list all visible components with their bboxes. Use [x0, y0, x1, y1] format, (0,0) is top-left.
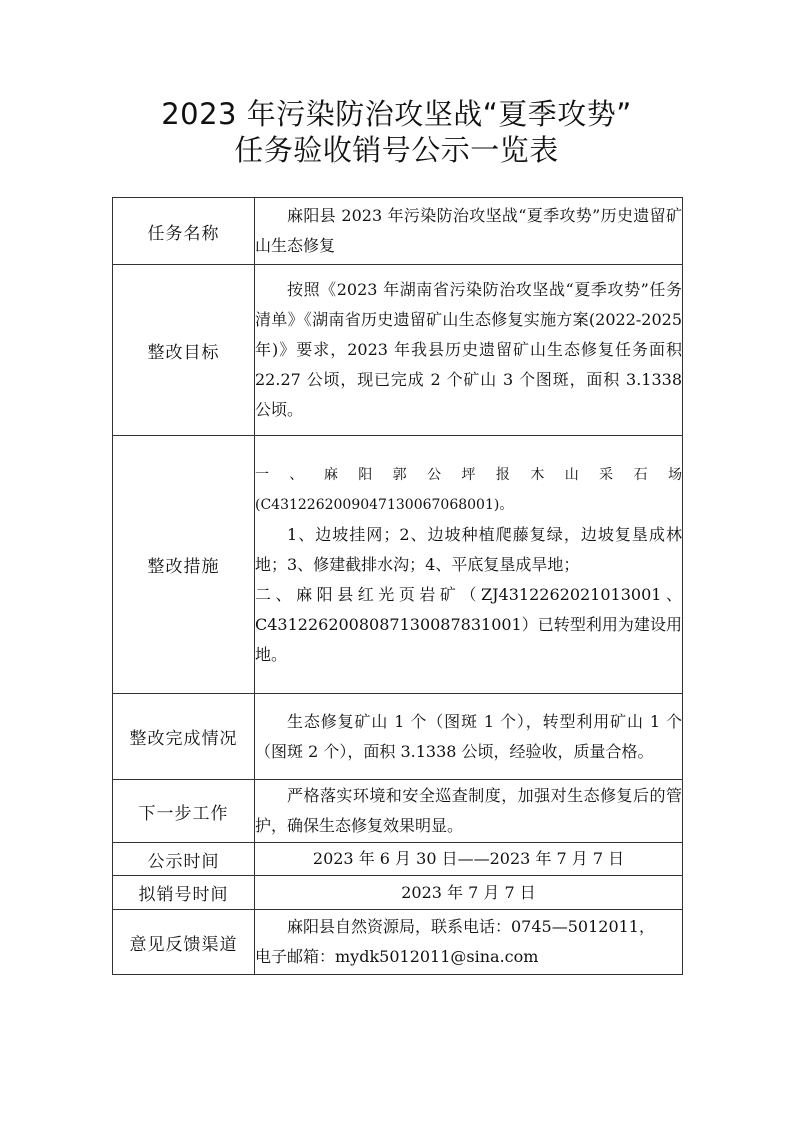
measures-item-2: 二、麻阳县红光页岩矿（ZJ4312262021013001、C4312262008087130087831001）已转型利用为建设用地。	[255, 584, 682, 664]
completion-cell	[255, 694, 683, 780]
table-row-goal	[113, 265, 683, 436]
next-step-label: 下一步工作	[113, 780, 255, 843]
next-step-cell	[255, 780, 683, 843]
goal-value: 按照《2023 年湖南省污染防治攻坚战“夏季攻势”任务清单》《湖南省历史遗留矿山生态修复实施方案(2022-2025 年)》要求，2023 年我县历史遗留矿山生态修复任务面积 22.27 公顷，现已完成 2 个矿山 3 个图斑，面积 3.1338 公顷。	[255, 280, 682, 419]
task-name-label: 任务名称	[113, 198, 255, 265]
goal-cell	[255, 265, 683, 436]
planned-date-label: 拟销号时间	[113, 876, 255, 910]
table-row-measures	[113, 436, 683, 694]
goal-label: 整改目标	[113, 265, 255, 436]
table-row-planned-date	[113, 876, 683, 910]
next-step-value: 严格落实环境和安全巡查制度，加强对生态修复后的管护，确保生态修复效果明显。	[255, 786, 682, 835]
document-title-line2: 任务验收销号公示一览表	[234, 133, 559, 167]
task-name-cell	[255, 198, 683, 265]
table-row-feedback	[113, 910, 683, 975]
table-row-publicity-period	[113, 843, 683, 876]
table-row-next-step	[113, 780, 683, 843]
measures-label: 整改措施	[113, 436, 255, 694]
measures-item-1: 一、麻阳郭公坪报木山采石场(C4312262009047130067068001)。	[255, 466, 682, 513]
feedback-cell	[255, 910, 683, 975]
measures-steps: 1、边坡挂网；2、边坡种植爬藤复绿，边坡复垦成林地；3、修建截排水沟；4、平底复垦成旱地；	[255, 524, 682, 574]
task-name-value: 麻阳县 2023 年污染防治攻坚战“夏季攻势”历史遗留矿山生态修复	[255, 206, 682, 255]
feedback-email: 电子邮箱：mydk5012011@sina.com	[255, 947, 539, 966]
publicity-period-value: 2023 年 6 月 30 日——2023 年 7 月 7 日	[312, 849, 625, 868]
document-title-line1: 2023 年污染防治攻坚战“夏季攻势”	[161, 97, 632, 131]
acceptance-table	[112, 197, 683, 975]
completion-label: 整改完成情况	[113, 694, 255, 780]
publicity-period-label: 公示时间	[113, 843, 255, 876]
table-row-completion	[113, 694, 683, 780]
publicity-period-cell	[255, 843, 683, 876]
measures-cell	[255, 436, 683, 694]
planned-date-value: 2023 年 7 月 7 日	[401, 882, 536, 902]
table-row-task-name	[113, 198, 683, 265]
feedback-label: 意见反馈渠道	[113, 910, 255, 975]
completion-value: 生态修复矿山 1 个（图斑 1 个），转型利用矿山 1 个（图斑 2 个），面积 3.1338 公顷，经验收，质量合格。	[255, 711, 682, 761]
feedback-phone: 麻阳县自然资源局，联系电话：0745—5012011，	[287, 917, 655, 936]
planned-date-cell	[255, 876, 683, 910]
